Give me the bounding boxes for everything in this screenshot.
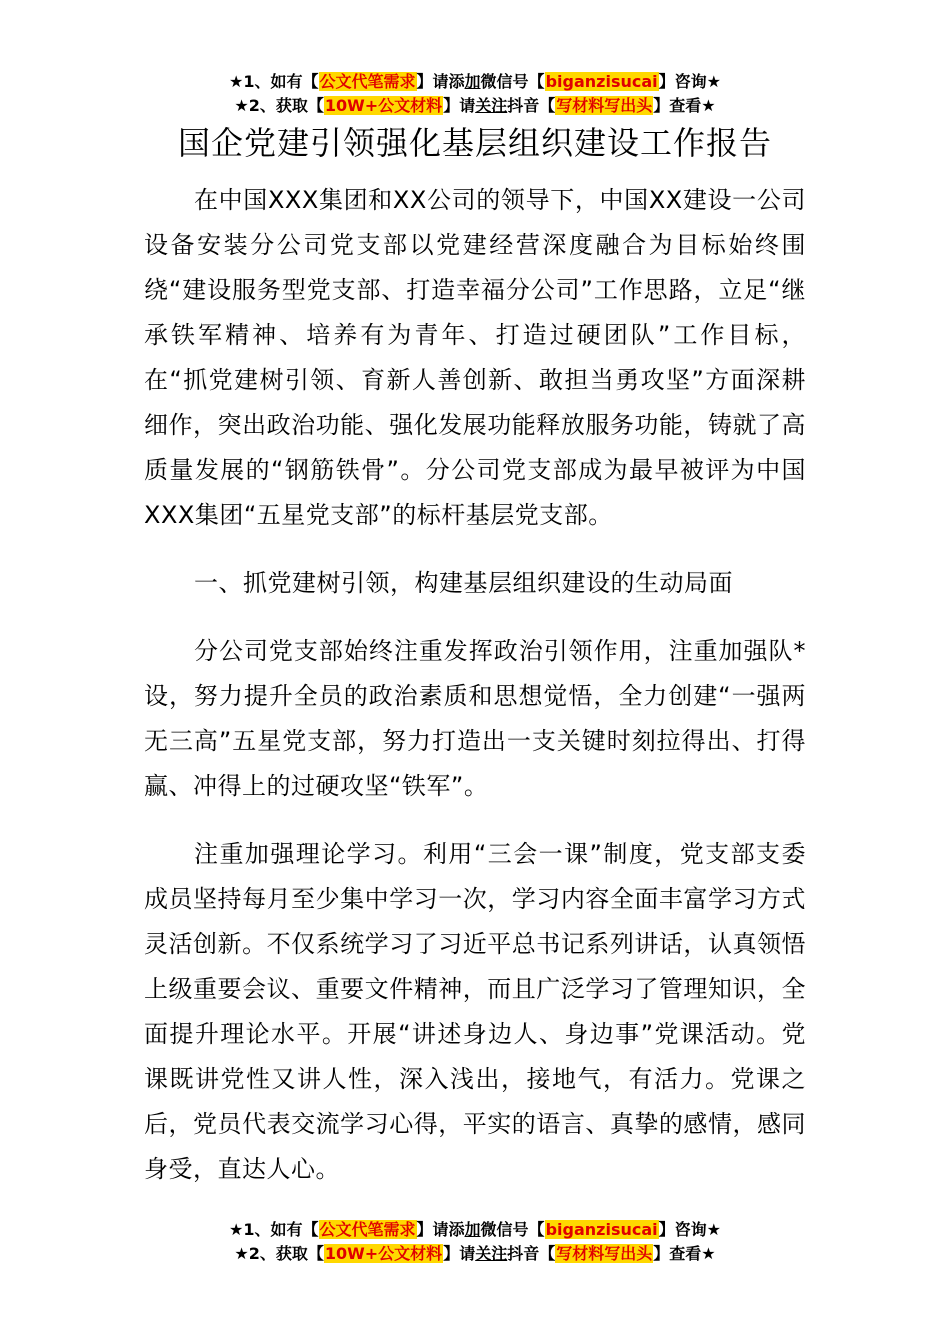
highlight-text: 公文代笔需求: [319, 72, 416, 91]
paragraph-3: 注重加强理论学习。利用“三会一课”制度，党支部支委成员坚持每月至少集中学习一次，学习内容全面丰富学习方式灵活创新。不仅系统学习了习近平总书记系列讲话，认真领悟上级重要会议、重要文件精神，而且广泛学习了管理知识，全面提升理论水平。开展“讲述身边人、身边事”党课活动。党课既讲党性又讲人性，深入浅出，接地气，有活力。党课之后，党员代表交流学习心得，平实的语言、真挚的感情，感同身受，直达人心。: [144, 840, 806, 1183]
highlight-text: 10W+公文材料: [324, 1244, 443, 1263]
document-body: [144, 178, 806, 1192]
highlight-text: 10W+公文材料: [324, 96, 443, 115]
bottom-banner: [0, 1218, 950, 1266]
wechat-id: biganzisucai: [545, 1220, 658, 1239]
document-title: 国企党建引领强化基层组织建设工作报告: [177, 124, 772, 162]
banner-line-2: ★2、获取【10W+公文材料】请关注抖音【写材料写出头】查看★: [234, 1244, 716, 1263]
highlight-text: 公文代笔需求: [319, 1220, 416, 1239]
banner-line-2: ★2、获取【10W+公文材料】请关注抖音【写材料写出头】查看★: [234, 96, 716, 115]
paragraph-2: 分公司党支部始终注重发挥政治引领作用，注重加强队*设，努力提升全员的政治素质和思想觉悟，全力创建“一强两无三高”五星党支部，努力打造出一支关键时刻拉得出、打得赢、冲得上的过硬攻坚“铁军”。: [144, 637, 806, 800]
banner-line-1: ★1、如有【公文代笔需求】请添加微信号【biganzisucai】咨询★: [229, 1220, 721, 1239]
douyin-name: 写材料写出头: [556, 1244, 653, 1263]
wechat-id: biganzisucai: [545, 72, 658, 91]
douyin-name: 写材料写出头: [556, 96, 653, 115]
banner-line-1: ★1、如有【公文代笔需求】请添加微信号【biganzisucai】咨询★: [229, 72, 721, 91]
top-banner: [0, 70, 950, 118]
section-heading-1: 一、抓党建树引领，构建基层组织建设的生动局面: [194, 569, 733, 597]
paragraph-intro: 在中国XXX集团和XX公司的领导下，中国XX建设一公司设备安装分公司党支部以党建经营深度融合为目标始终围绕“建设服务型党支部、打造幸福分公司”工作思路，立足“继承铁军精神、培养有为青年、打造过硬团队”工作目标，在“抓党建树引领、育新人善创新、敢担当勇攻坚”方面深耕细作，突出政治功能、强化发展功能释放服务功能，铸就了高质量发展的“钢筋铁骨”。分公司党支部成为最早被评为中国XXX集团“五星党支部”的标杆基层党支部。: [144, 186, 806, 529]
